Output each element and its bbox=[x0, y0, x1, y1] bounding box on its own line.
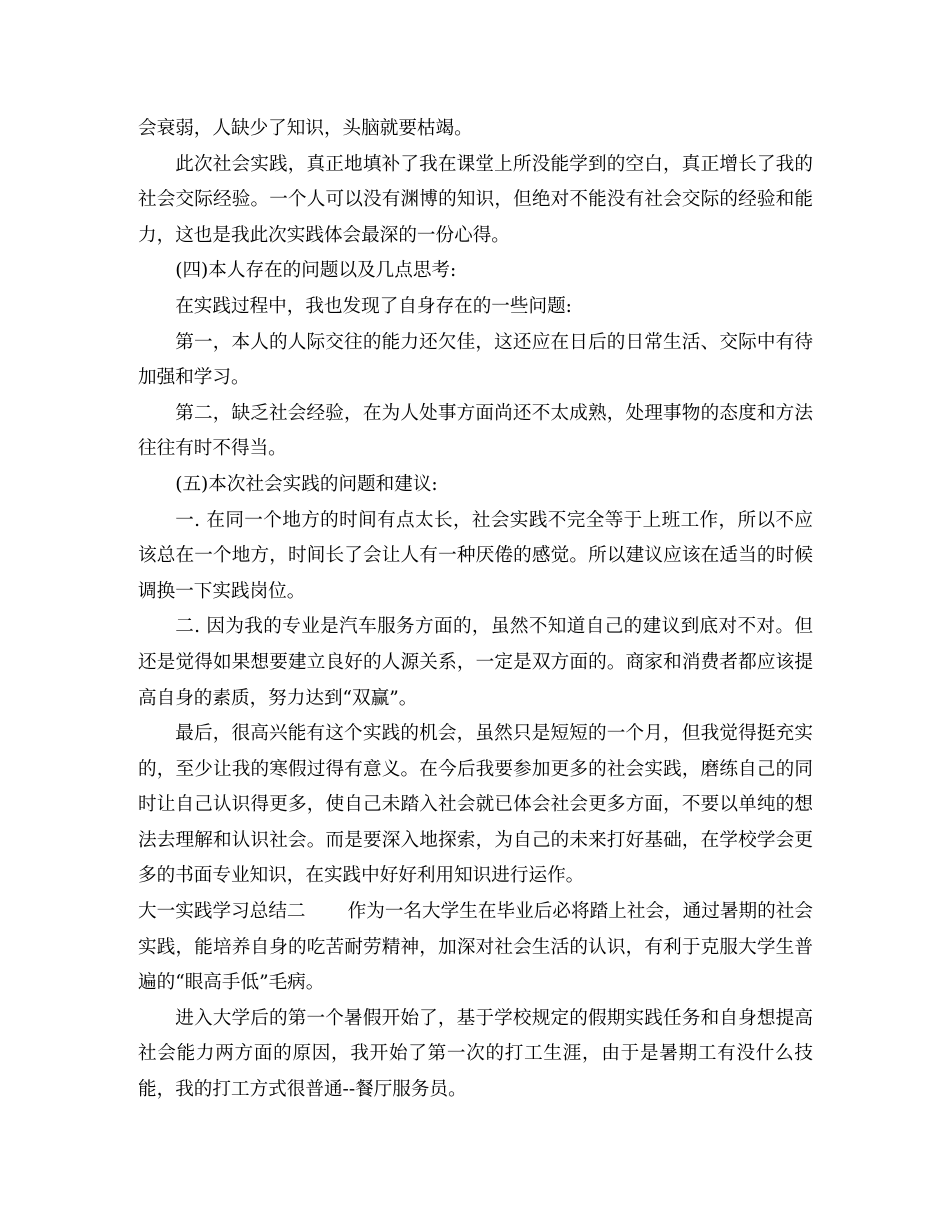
section-two-title: 大一实践学习总结二 bbox=[138, 901, 306, 923]
paragraph-4: 第一，本人的人际交往的能力还欠佳，这还应在日后的日常生活、交际中有待加强和学习。 bbox=[138, 331, 813, 389]
paragraph-8: 最后，很高兴能有这个实践的机会，虽然只是短短的一个月，但我觉得挺充实的，至少让我的寒假过得有意义。在今后我要参加更多的社会实践，磨练自己的同时让自己认识得更多，使自己未踏入社会就已体会社会更多方面，不要以单纯的想法去理解和认识社会。而是要深入地探索，为自己的未来打好基础，在学校学会更多的书面专业知识，在实践中好好利用知识进行运作。 bbox=[138, 723, 813, 887]
paragraph-1: 会衰弱，人缺少了知识，头脑就要枯竭。 bbox=[138, 118, 473, 139]
paragraph-5: 第二，缺乏社会经验，在为人处事方面尚还不太成熟，处理事物的态度和方法往往有时不得当。 bbox=[138, 402, 813, 460]
document-body bbox=[138, 111, 813, 1108]
section-two-text: 作为一名大学生在毕业后必将踏上社会，通过暑期的社会实践，能培养自身的吃苦耐劳精神，加深对社会生活的认识，有利于克服大学生普遍的“眼高手低”毛病。 bbox=[138, 901, 813, 994]
section-heading-4: (四)本人存在的问题以及几点思考: bbox=[175, 260, 457, 282]
paragraph-7: 二. 因为我的专业是汽车服务方面的，虽然不知道自己的建议到底对不对。但还是觉得如果想要建立良好的人源关系，一定是双方面的。商家和消费者都应该提高自身的素质，努力达到“双赢”。 bbox=[138, 616, 813, 709]
closing-paragraph: 进入大学后的第一个暑假开始了，基于学校规定的假期实践任务和自身想提高社会能力两方面的原因，我开始了第一次的打工生涯，由于是暑期工有没什么技能，我的打工方式很普通--餐厅服务员。 bbox=[138, 1007, 813, 1101]
section-two-paragraph bbox=[138, 894, 813, 1001]
paragraph-3: 在实践过程中，我也发现了自身存在的一些问题: bbox=[175, 295, 572, 317]
section-heading-5: (五)本次社会实践的问题和建议: bbox=[175, 473, 438, 495]
paragraph-6: 一. 在同一个地方的时间有点太长，社会实践不完全等于上班工作，所以不应该总在一个地方，时间长了会让人有一种厌倦的感觉。所以建议应该在适当的时候调换一下实践岗位。 bbox=[138, 509, 813, 602]
paragraph-2: 此次社会实践，真正地填补了我在课堂上所没能学到的空白，真正增长了我的社会交际经验。一个人可以没有渊博的知识，但绝对不能没有社会交际的经验和能力，这也是我此次实践体会最深的一份心得。 bbox=[138, 153, 813, 246]
